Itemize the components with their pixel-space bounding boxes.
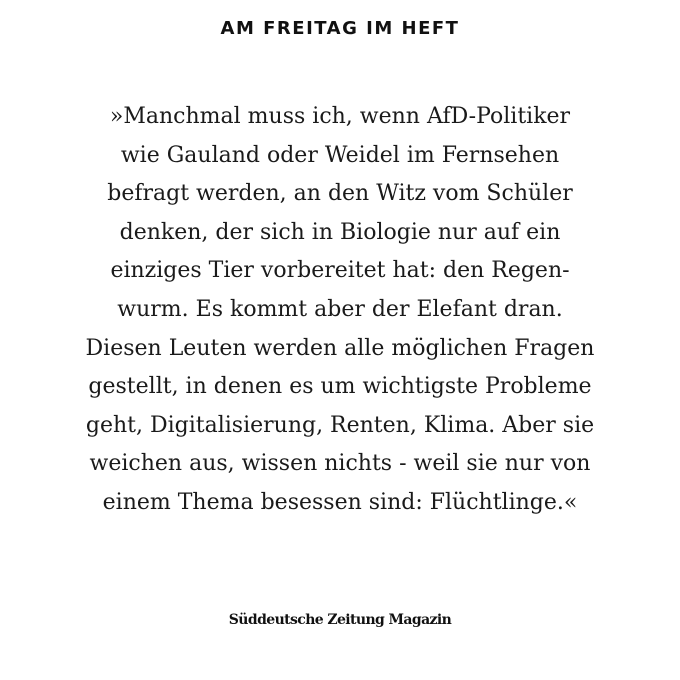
issue-heading: AM FREITAG IM HEFT <box>220 18 460 39</box>
quote-line: gestellt, in denen es um wichtigste Probleme <box>88 374 592 400</box>
quote-line: befragt werden, an den Witz vom Schüler <box>107 181 573 207</box>
quote-line: denken, der sich in Biologie nur auf ein <box>119 219 561 245</box>
sz-magazin-logo: Süddeutsche Zeitung Magazin <box>228 612 452 628</box>
quote-line: weichen aus, wissen nichts - weil sie nur von <box>89 451 591 477</box>
quote-line: »Manchmal muss ich, wenn AfD-Politiker <box>109 104 571 129</box>
quote-line: geht, Digitalisierung, Renten, Klima. Aber sie <box>85 412 595 438</box>
quote-line: einem Thema besessen sind: Flüchtlinge.« <box>102 489 578 515</box>
quote-line: wie Gauland oder Weidel im Fernsehen <box>120 142 560 168</box>
quote-line: Diesen Leuten werden alle möglichen Fragen <box>85 335 595 361</box>
quote-line: einziges Tier vorbereitet hat: den Regen- <box>110 258 570 284</box>
quote-line: wurm. Es kommt aber der Elefant dran. <box>117 296 563 322</box>
quote-text <box>40 98 640 523</box>
